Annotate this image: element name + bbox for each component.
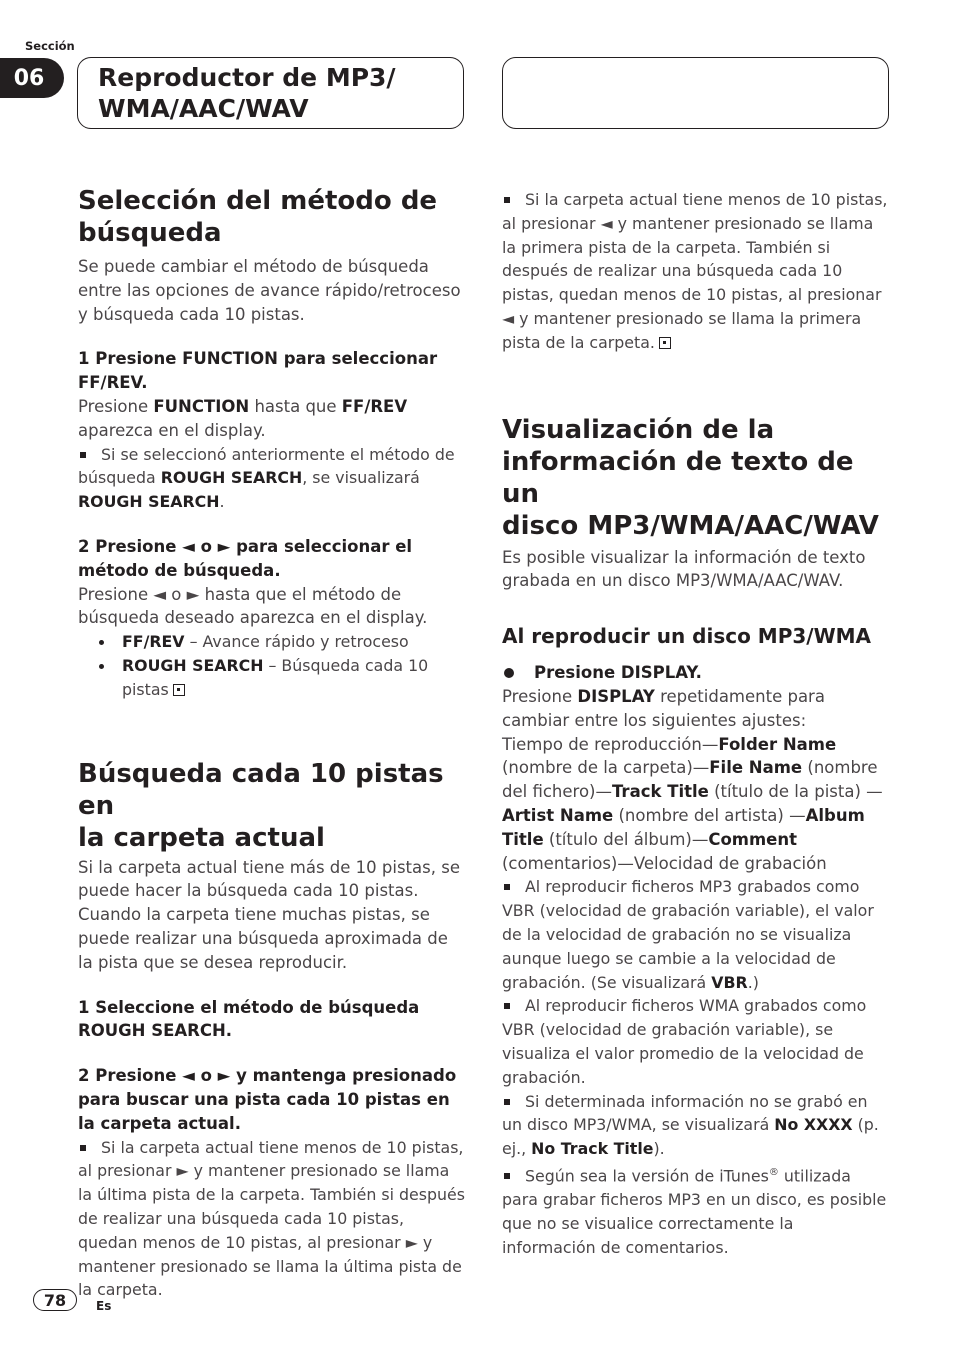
text: (nombre de la carpeta)— — [502, 758, 710, 778]
vbr-wma-note — [502, 994, 890, 1089]
text: , se visualizará — [302, 468, 420, 488]
heading-line: Selección del método de — [78, 186, 438, 216]
text-bold: FUNCTION — [153, 396, 250, 416]
text: Según sea la versión de iTunes — [525, 1166, 769, 1186]
ten-step2-note — [78, 1136, 466, 1303]
vbr-mp3-note — [502, 875, 890, 994]
text-bold: ROUGH SEARCH — [78, 492, 220, 512]
heading-text-info — [502, 414, 890, 542]
text: (título de la pista) — — [708, 782, 883, 802]
search-method-intro: Se puede cambiar el método de búsqueda entre las opciones de avance rápido/retroceso y búsqueda cada 10 pistas. — [78, 257, 461, 324]
text: (nombre del fichero)— — [502, 758, 878, 802]
text: aparezca en el display. — [78, 420, 266, 440]
text: ). — [653, 1139, 665, 1159]
header-right-box — [502, 57, 889, 129]
note-square-icon — [80, 1145, 86, 1151]
end-mark-icon — [173, 684, 185, 696]
list-item — [98, 630, 466, 654]
top-note — [502, 188, 890, 355]
text: Presione — [78, 396, 154, 416]
text: – Búsqueda cada 10 pistas — [122, 655, 429, 699]
text: .) — [747, 972, 759, 992]
subheading-mp3-wma: Al reproducir un disco MP3/WMA — [502, 624, 872, 649]
language-code: Es — [96, 1299, 112, 1313]
chapter-title-line2: WMA/AAC/WAV — [98, 94, 309, 123]
text-bold: No XXXX — [774, 1115, 853, 1135]
page-number: 78 — [33, 1289, 77, 1311]
text: Presione — [502, 686, 578, 706]
note-square-icon — [504, 197, 510, 203]
text-bold: ROUGH SEARCH — [122, 655, 264, 675]
step1-body — [78, 395, 466, 443]
no-info-note — [502, 1090, 890, 1161]
text-bold: Artist Name — [502, 805, 614, 825]
text-bold: File Name — [709, 758, 803, 778]
text-bold: ROUGH SEARCH — [160, 468, 303, 488]
section-number-tab: 06 — [0, 58, 64, 98]
text: Al reproducir ficheros WMA grabados como VBR (velocidad de grabación variable), se visualiza el valor promedio de la velocidad de grabación. — [502, 996, 867, 1087]
text-bold: FF/REV — [341, 396, 408, 416]
heading-search-method — [78, 185, 466, 249]
text-bold: No Track Title — [531, 1139, 654, 1159]
note-square-icon — [504, 1173, 510, 1179]
end-mark-icon — [659, 337, 671, 349]
text: (comentarios)—Velocidad de grabación — [502, 853, 827, 873]
text-bold: Album Title — [502, 805, 865, 849]
text-bold: Comment — [708, 829, 797, 849]
ten-track-intro: Si la carpeta actual tiene más de 10 pistas, se puede hacer la búsqueda cada 10 pistas. Cuando la carpeta tiene muchas pistas, se puede realizar una búsqueda aproximada de la pista que se desea reproducir. — [78, 857, 460, 972]
text: repetidamente para cambiar entre los siguientes ajustes: — [502, 686, 825, 730]
itunes-note — [502, 1161, 890, 1259]
ten-step1-title: 1 Seleccione el método de búsqueda ROUGH SEARCH. — [78, 997, 420, 1041]
left-column — [78, 185, 466, 1302]
note-square-icon — [504, 884, 510, 890]
list-item — [98, 654, 466, 702]
text-bold: VBR — [711, 972, 748, 992]
text-bold: DISPLAY — [577, 686, 655, 706]
heading-line: la carpeta actual — [78, 822, 325, 853]
right-column — [502, 188, 890, 1259]
text: (nombre del artista) — — [613, 805, 806, 825]
note-square-icon — [504, 1099, 510, 1105]
text: Tiempo de reproducción— — [502, 734, 719, 754]
text: . — [219, 492, 225, 512]
text-info-intro: Es posible visualizar la información de texto grabada en un disco MP3/WMA/AAC/WAV. — [502, 547, 866, 591]
heading-line: Visualización de la — [502, 414, 775, 445]
text: Si se seleccionó anteriormente el método de búsqueda — [78, 444, 455, 488]
text: (p. ej., — [502, 1115, 879, 1159]
note-square-icon — [504, 1003, 510, 1009]
text: hasta que — [249, 396, 342, 416]
step1-note — [78, 443, 466, 514]
display-body — [502, 685, 890, 733]
search-options-list — [78, 630, 466, 701]
text-bold: Folder Name — [718, 734, 837, 754]
heading-line: búsqueda — [78, 218, 222, 248]
heading-line: Búsqueda cada 10 pistas en — [78, 758, 444, 821]
section-label: Sección — [25, 39, 75, 53]
ten-step2-title: 2 Presione ◄ o ► y mantenga presionado para buscar una pista cada 10 pistas en la carpeta actual. — [78, 1066, 457, 1133]
text-bold: FF/REV — [122, 632, 185, 652]
registered-mark: ® — [768, 1166, 779, 1178]
heading-line: información de texto de un — [502, 446, 854, 509]
text: (título del álbum)— — [543, 829, 709, 849]
display-sequence — [502, 733, 890, 876]
text: Si determinada información no se grabó en un disco MP3/WMA, se visualizará — [502, 1091, 868, 1135]
step2-title: 2 Presione ◄ o ► para seleccionar el método de búsqueda. — [78, 536, 413, 580]
chapter-header — [77, 57, 464, 129]
heading-line: disco MP3/WMA/AAC/WAV — [502, 510, 879, 541]
text: Al reproducir ficheros MP3 grabados como VBR (velocidad de grabación variable), el valor de la velocidad de grabación no se visualiza aunque luego se cambie a la velocidad de grabación. (Se visualizará — [502, 877, 874, 992]
step1-title: 1 Presione FUNCTION para seleccionar FF/REV. — [78, 349, 438, 393]
heading-ten-track-search — [78, 758, 466, 854]
text: Si la carpeta actual tiene menos de 10 pistas, al presionar ◄ y mantener presionado se llama la primera pista de la carpeta. También si después de realizar una búsqueda cada 10 pistas, quedan menos de 10 pistas, al presionar ◄ y mantener presionado se llama la primera pista de la carpeta. — [502, 190, 888, 352]
step2-body: Presione ◄ o ► hasta que el método de búsqueda deseado aparezca en el display. — [78, 584, 428, 628]
text-bold: Track Title — [611, 782, 709, 802]
text: utilizada para grabar ficheros MP3 en un disco, es posible que no se visualice correctamente la información de comentarios. — [502, 1166, 887, 1257]
chapter-title-line1: Reproductor de MP3/ — [98, 63, 396, 92]
press-display-step: Presione DISPLAY. — [502, 661, 890, 685]
text: – Avance rápido y retroceso — [184, 632, 409, 652]
text: Si la carpeta actual tiene menos de 10 pistas, al presionar ► y mantener presionado se llama la última pista de la carpeta. También si después de realizar una búsqueda cada 10 pistas, quedan menos de 10 pistas, al presionar ► y mantener presionado se llama la última pista de la carpeta. — [78, 1137, 465, 1300]
note-square-icon — [80, 452, 86, 458]
